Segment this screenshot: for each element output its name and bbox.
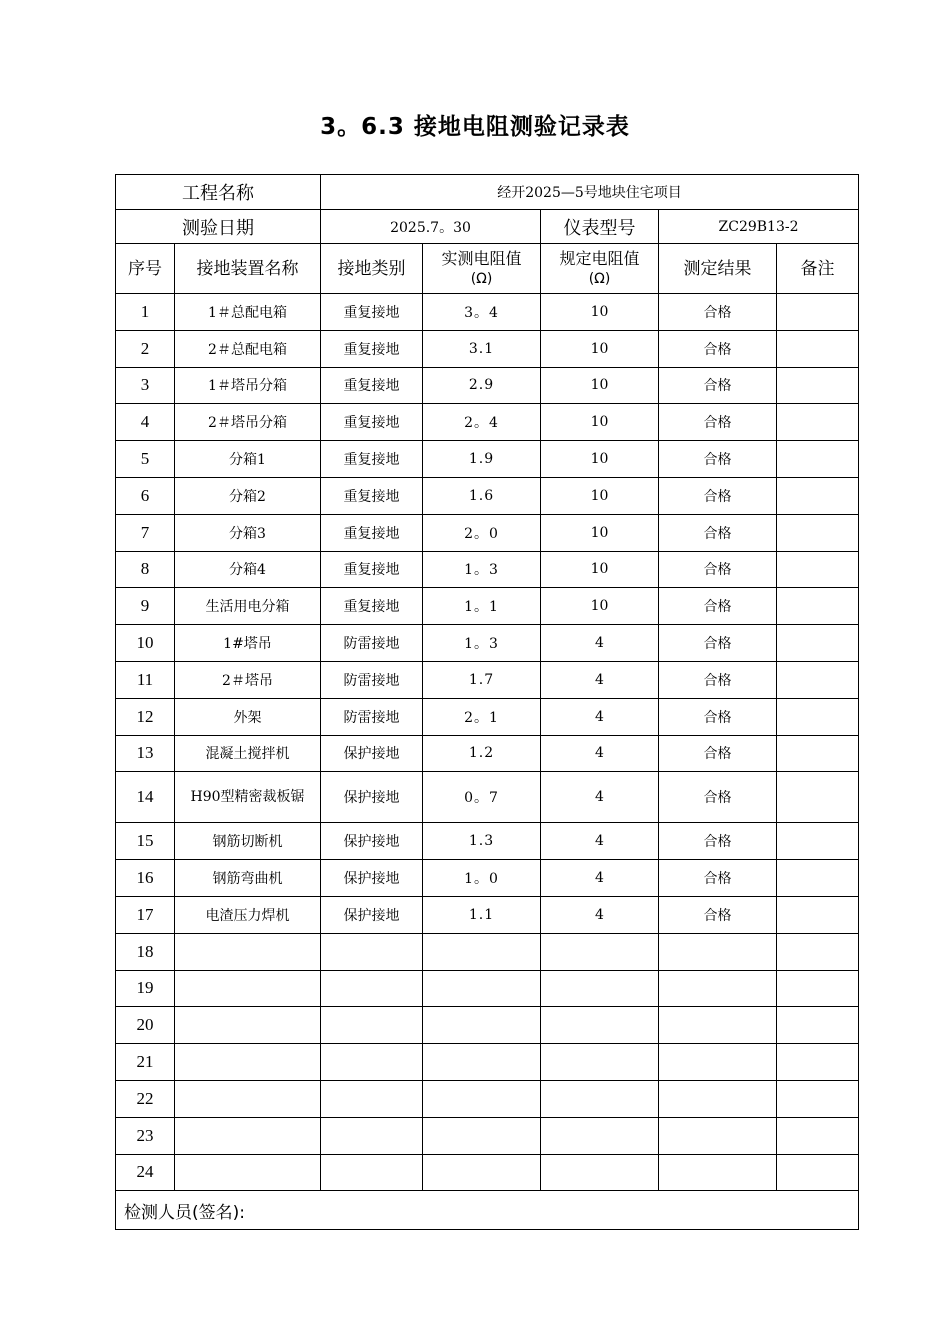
- row-spec-cell: 10: [541, 294, 659, 331]
- table-row: [116, 970, 859, 1007]
- row-device-cell: [175, 1007, 321, 1044]
- row-device-cell: 1＃总配电箱: [175, 294, 321, 331]
- row-spec-cell: 10: [541, 367, 659, 404]
- project-row: [116, 175, 859, 210]
- row-type-cell: 保护接地: [321, 860, 423, 897]
- row-spec-cell: 10: [541, 514, 659, 551]
- row-measured-cell: [423, 1154, 541, 1191]
- row-measured-cell: 1.9: [423, 441, 541, 478]
- row-remark-cell: [777, 625, 859, 662]
- table-row: [116, 551, 859, 588]
- row-remark-cell: [777, 588, 859, 625]
- row-type-cell: 防雷接地: [321, 661, 423, 698]
- row-result-cell: [659, 970, 777, 1007]
- row-device-cell: 生活用电分箱: [175, 588, 321, 625]
- row-remark-cell: [777, 896, 859, 933]
- row-spec-cell: 4: [541, 772, 659, 823]
- row-type-cell: [321, 1080, 423, 1117]
- row-measured-cell: [423, 933, 541, 970]
- row-result-cell: 合格: [659, 588, 777, 625]
- col-header-spec: [541, 244, 659, 294]
- row-remark-cell: [777, 367, 859, 404]
- table-row: [116, 294, 859, 331]
- row-no-cell: 20: [116, 1007, 175, 1044]
- row-result-cell: 合格: [659, 625, 777, 662]
- row-result-cell: 合格: [659, 367, 777, 404]
- table-row: [116, 1044, 859, 1081]
- col-header-measured-label: 实测电阻值: [441, 248, 522, 268]
- table-row: [116, 1080, 859, 1117]
- col-header-result: 测定结果: [659, 244, 777, 294]
- row-result-cell: 合格: [659, 294, 777, 331]
- row-measured-cell: 1.3: [423, 823, 541, 860]
- row-type-cell: 重复接地: [321, 514, 423, 551]
- project-value: 经开2025—5号地块住宅项目: [321, 175, 859, 210]
- row-no-cell: 4: [116, 404, 175, 441]
- row-spec-cell: [541, 933, 659, 970]
- date-label: 测验日期: [116, 210, 321, 244]
- row-remark-cell: [777, 735, 859, 772]
- row-spec-cell: 10: [541, 551, 659, 588]
- grounding-record-table: [115, 174, 859, 1230]
- row-remark-cell: [777, 933, 859, 970]
- row-measured-cell: 1。3: [423, 625, 541, 662]
- row-measured-cell: 3。4: [423, 294, 541, 331]
- row-measured-cell: 2。0: [423, 514, 541, 551]
- row-device-cell: 分箱4: [175, 551, 321, 588]
- col-header-remark: 备注: [777, 244, 859, 294]
- row-measured-cell: [423, 1007, 541, 1044]
- row-type-cell: 保护接地: [321, 896, 423, 933]
- row-type-cell: [321, 933, 423, 970]
- row-type-cell: 重复接地: [321, 330, 423, 367]
- row-type-cell: 重复接地: [321, 294, 423, 331]
- row-remark-cell: [777, 860, 859, 897]
- table-row: [116, 330, 859, 367]
- row-device-cell: 2＃塔吊: [175, 661, 321, 698]
- row-remark-cell: [777, 661, 859, 698]
- row-measured-cell: 3.1: [423, 330, 541, 367]
- row-spec-cell: 4: [541, 860, 659, 897]
- row-no-cell: 11: [116, 661, 175, 698]
- inspector-signature-label: 检测人员(签名):: [116, 1191, 859, 1230]
- row-remark-cell: [777, 1154, 859, 1191]
- row-measured-cell: [423, 1044, 541, 1081]
- row-remark-cell: [777, 404, 859, 441]
- row-remark-cell: [777, 970, 859, 1007]
- row-result-cell: [659, 1044, 777, 1081]
- col-header-type: 接地类别: [321, 244, 423, 294]
- row-result-cell: 合格: [659, 441, 777, 478]
- row-type-cell: 重复接地: [321, 441, 423, 478]
- row-measured-cell: 0。7: [423, 772, 541, 823]
- project-label: 工程名称: [116, 175, 321, 210]
- row-measured-cell: 1。0: [423, 860, 541, 897]
- row-device-cell: [175, 1117, 321, 1154]
- col-header-spec-unit: (Ω): [588, 270, 611, 287]
- row-remark-cell: [777, 698, 859, 735]
- row-no-cell: 8: [116, 551, 175, 588]
- table-row: [116, 860, 859, 897]
- row-type-cell: 保护接地: [321, 823, 423, 860]
- meter-label: 仪表型号: [541, 210, 659, 244]
- row-device-cell: 2＃总配电箱: [175, 330, 321, 367]
- row-result-cell: 合格: [659, 698, 777, 735]
- row-spec-cell: [541, 1154, 659, 1191]
- row-measured-cell: [423, 1080, 541, 1117]
- row-result-cell: 合格: [659, 735, 777, 772]
- table-row: [116, 896, 859, 933]
- meter-value: ZC29B13-2: [659, 210, 859, 244]
- row-result-cell: 合格: [659, 330, 777, 367]
- row-no-cell: 22: [116, 1080, 175, 1117]
- row-remark-cell: [777, 1044, 859, 1081]
- row-device-cell: 混凝土搅拌机: [175, 735, 321, 772]
- row-device-cell: [175, 933, 321, 970]
- table-row: [116, 698, 859, 735]
- row-no-cell: 18: [116, 933, 175, 970]
- row-result-cell: [659, 933, 777, 970]
- row-remark-cell: [777, 551, 859, 588]
- row-spec-cell: 4: [541, 625, 659, 662]
- row-measured-cell: 2.9: [423, 367, 541, 404]
- row-device-cell: 分箱2: [175, 477, 321, 514]
- date-value: 2025.7。30: [321, 210, 541, 244]
- row-no-cell: 6: [116, 477, 175, 514]
- row-result-cell: [659, 1080, 777, 1117]
- row-no-cell: 24: [116, 1154, 175, 1191]
- table-row: [116, 441, 859, 478]
- row-type-cell: 重复接地: [321, 404, 423, 441]
- row-spec-cell: 4: [541, 698, 659, 735]
- row-spec-cell: 10: [541, 441, 659, 478]
- row-remark-cell: [777, 477, 859, 514]
- row-no-cell: 3: [116, 367, 175, 404]
- row-device-cell: [175, 1044, 321, 1081]
- table-row: [116, 367, 859, 404]
- row-spec-cell: 4: [541, 735, 659, 772]
- row-measured-cell: 2。1: [423, 698, 541, 735]
- page-title: 3。6.3 接地电阻测验记录表: [320, 114, 630, 140]
- row-type-cell: [321, 970, 423, 1007]
- col-header-no: 序号: [116, 244, 175, 294]
- row-remark-cell: [777, 514, 859, 551]
- row-type-cell: 重复接地: [321, 551, 423, 588]
- row-remark-cell: [777, 1117, 859, 1154]
- table-row: [116, 625, 859, 662]
- row-remark-cell: [777, 1080, 859, 1117]
- row-spec-cell: 10: [541, 404, 659, 441]
- row-result-cell: 合格: [659, 551, 777, 588]
- row-measured-cell: 2。4: [423, 404, 541, 441]
- row-no-cell: 21: [116, 1044, 175, 1081]
- row-remark-cell: [777, 294, 859, 331]
- row-measured-cell: 1.6: [423, 477, 541, 514]
- row-remark-cell: [777, 772, 859, 823]
- table-row: [116, 1154, 859, 1191]
- row-result-cell: 合格: [659, 404, 777, 441]
- row-type-cell: [321, 1044, 423, 1081]
- row-spec-cell: 4: [541, 896, 659, 933]
- row-type-cell: [321, 1007, 423, 1044]
- row-spec-cell: 10: [541, 330, 659, 367]
- date-row: [116, 210, 859, 244]
- row-remark-cell: [777, 823, 859, 860]
- col-header-measured-unit: (Ω): [470, 270, 493, 287]
- table-row: [116, 772, 859, 823]
- row-no-cell: 16: [116, 860, 175, 897]
- row-spec-cell: 4: [541, 823, 659, 860]
- row-measured-cell: [423, 1117, 541, 1154]
- row-no-cell: 7: [116, 514, 175, 551]
- row-result-cell: 合格: [659, 860, 777, 897]
- table-row: [116, 1007, 859, 1044]
- row-type-cell: 保护接地: [321, 735, 423, 772]
- row-type-cell: 重复接地: [321, 477, 423, 514]
- row-spec-cell: 10: [541, 477, 659, 514]
- col-header-measured: [423, 244, 541, 294]
- row-spec-cell: [541, 1117, 659, 1154]
- row-spec-cell: [541, 970, 659, 1007]
- row-device-cell: 分箱3: [175, 514, 321, 551]
- row-type-cell: [321, 1154, 423, 1191]
- row-result-cell: [659, 1154, 777, 1191]
- row-result-cell: 合格: [659, 477, 777, 514]
- row-measured-cell: [423, 970, 541, 1007]
- row-device-cell: 电渣压力焊机: [175, 896, 321, 933]
- row-measured-cell: 1.1: [423, 896, 541, 933]
- row-type-cell: 重复接地: [321, 588, 423, 625]
- table-row: [116, 404, 859, 441]
- row-spec-cell: 4: [541, 661, 659, 698]
- col-header-device: 接地装置名称: [175, 244, 321, 294]
- row-spec-cell: [541, 1080, 659, 1117]
- footer-row: [116, 1191, 859, 1230]
- row-device-cell: 1#塔吊: [175, 625, 321, 662]
- row-measured-cell: 1。3: [423, 551, 541, 588]
- row-no-cell: 9: [116, 588, 175, 625]
- row-measured-cell: 1.7: [423, 661, 541, 698]
- row-result-cell: [659, 1007, 777, 1044]
- row-type-cell: 防雷接地: [321, 698, 423, 735]
- row-device-cell: 2＃塔吊分箱: [175, 404, 321, 441]
- row-remark-cell: [777, 330, 859, 367]
- row-no-cell: 15: [116, 823, 175, 860]
- table-row: [116, 661, 859, 698]
- row-no-cell: 13: [116, 735, 175, 772]
- table-row: [116, 514, 859, 551]
- table-row: [116, 933, 859, 970]
- row-device-cell: 1＃塔吊分箱: [175, 367, 321, 404]
- row-spec-cell: 10: [541, 588, 659, 625]
- row-no-cell: 17: [116, 896, 175, 933]
- row-result-cell: 合格: [659, 823, 777, 860]
- row-no-cell: 5: [116, 441, 175, 478]
- row-remark-cell: [777, 1007, 859, 1044]
- row-result-cell: 合格: [659, 661, 777, 698]
- row-device-cell: 分箱1: [175, 441, 321, 478]
- row-result-cell: 合格: [659, 514, 777, 551]
- row-result-cell: [659, 1117, 777, 1154]
- row-type-cell: [321, 1117, 423, 1154]
- row-no-cell: 10: [116, 625, 175, 662]
- table-row: [116, 823, 859, 860]
- row-no-cell: 23: [116, 1117, 175, 1154]
- row-no-cell: 12: [116, 698, 175, 735]
- row-device-cell: H90型精密裁板锯: [175, 772, 321, 823]
- table-row: [116, 588, 859, 625]
- row-result-cell: 合格: [659, 896, 777, 933]
- column-header-row: [116, 244, 859, 294]
- row-device-cell: 钢筋弯曲机: [175, 860, 321, 897]
- row-type-cell: 重复接地: [321, 367, 423, 404]
- row-no-cell: 14: [116, 772, 175, 823]
- table-row: [116, 1117, 859, 1154]
- table-row: [116, 477, 859, 514]
- row-spec-cell: [541, 1044, 659, 1081]
- row-result-cell: 合格: [659, 772, 777, 823]
- row-device-cell: [175, 1154, 321, 1191]
- row-remark-cell: [777, 441, 859, 478]
- row-spec-cell: [541, 1007, 659, 1044]
- row-measured-cell: 1。1: [423, 588, 541, 625]
- row-no-cell: 19: [116, 970, 175, 1007]
- col-header-spec-label: 规定电阻值: [559, 248, 640, 268]
- row-no-cell: 1: [116, 294, 175, 331]
- row-type-cell: 防雷接地: [321, 625, 423, 662]
- row-device-cell: [175, 1080, 321, 1117]
- row-device-cell: 钢筋切断机: [175, 823, 321, 860]
- row-device-cell: [175, 970, 321, 1007]
- row-measured-cell: 1.2: [423, 735, 541, 772]
- table-row: [116, 735, 859, 772]
- row-device-cell: 外架: [175, 698, 321, 735]
- row-type-cell: 保护接地: [321, 772, 423, 823]
- row-no-cell: 2: [116, 330, 175, 367]
